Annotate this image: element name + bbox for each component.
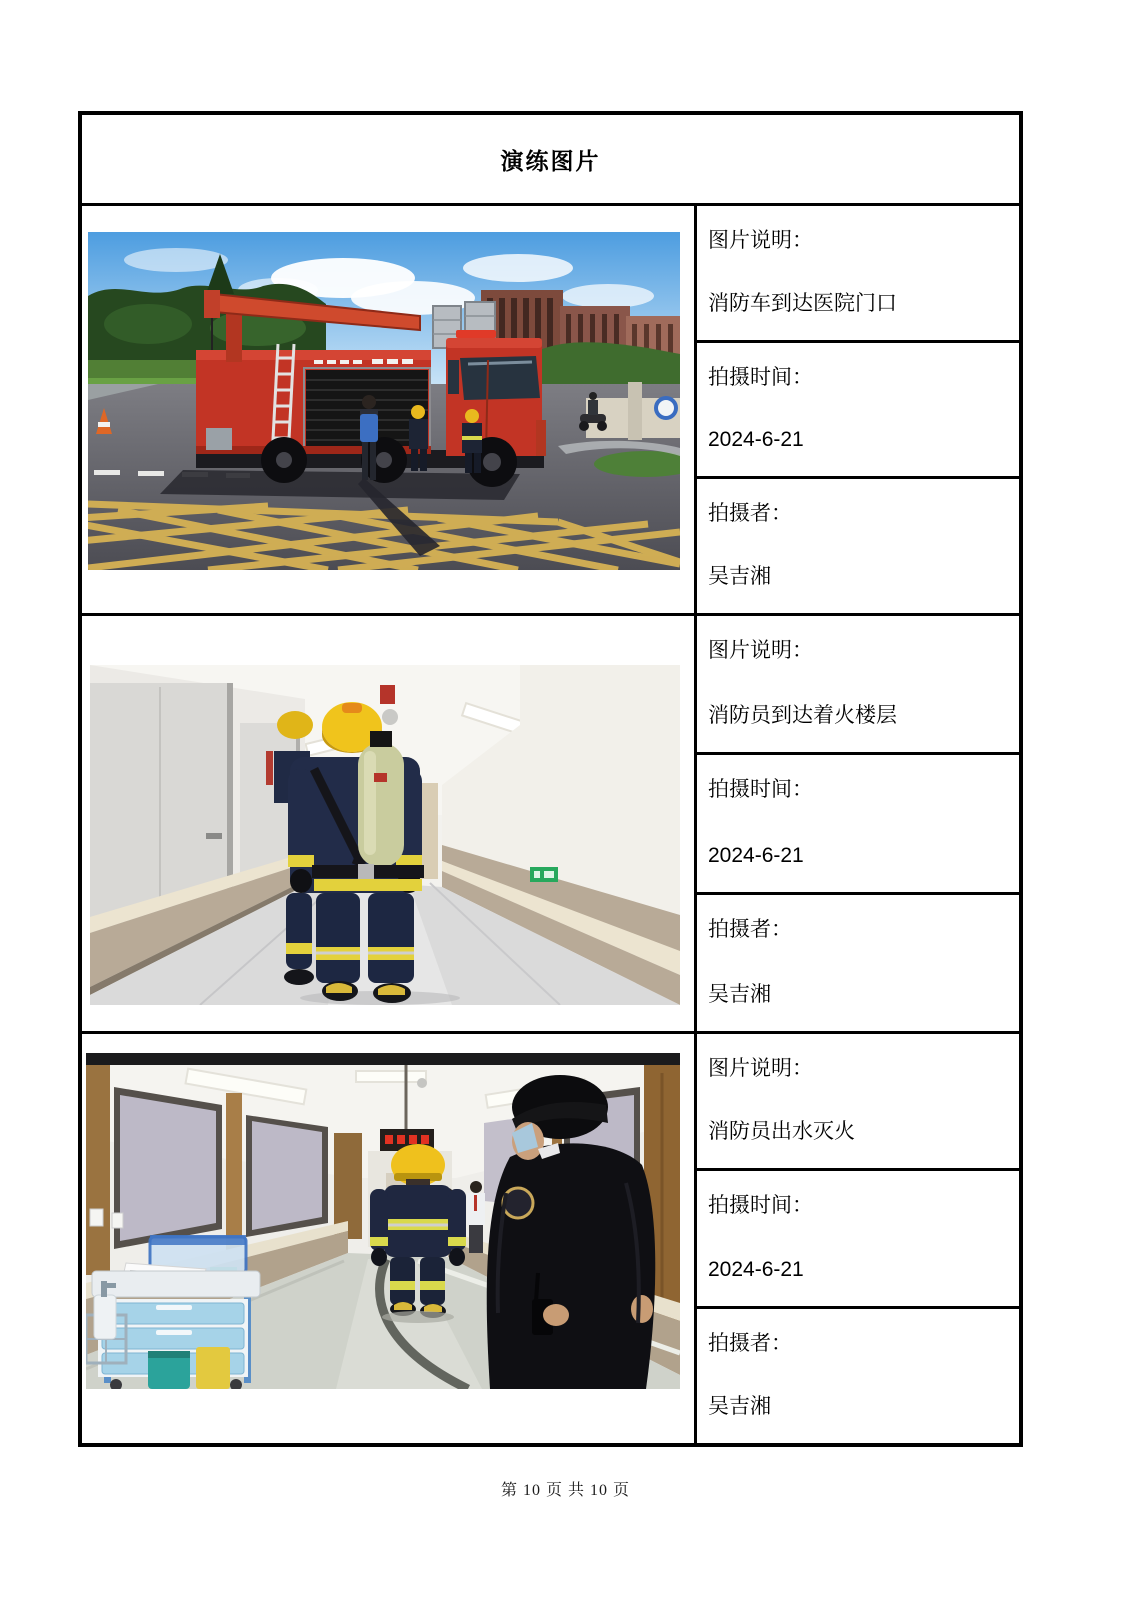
field-photographer <box>697 895 1019 1031</box>
table-row <box>82 1034 1019 1443</box>
field-value: 2024-6-21 <box>708 428 804 452</box>
table-row <box>82 616 1019 1034</box>
photo-firefighter-and-guard <box>86 1053 680 1389</box>
field-photographer <box>697 1309 1019 1443</box>
field-label: 拍摄时间： <box>708 778 813 802</box>
caption-fields <box>697 616 1019 1031</box>
field-value: 2024-6-21 <box>708 843 804 867</box>
field-shoot-time <box>697 755 1019 894</box>
photo-cell-corridor-back <box>82 616 697 1031</box>
table-row <box>82 206 1019 616</box>
field-label: 拍摄时间： <box>708 1194 813 1218</box>
field-photo-description <box>697 616 1019 755</box>
field-label: 图片说明： <box>708 1057 813 1080</box>
field-value: 消防员到达着火楼层 <box>708 704 897 728</box>
photo-fire-truck-arrival <box>88 232 680 570</box>
field-value: 吴吉湘 <box>708 565 771 589</box>
field-shoot-time <box>697 1171 1019 1308</box>
photo-cell-corridor-front <box>82 1034 697 1443</box>
page-number-footer: 第 10 页 共 10 页 <box>500 1482 630 1499</box>
field-label: 图片说明： <box>708 639 813 662</box>
field-value: 吴吉湘 <box>708 1394 771 1418</box>
field-shoot-time <box>697 343 1019 480</box>
field-label: 拍摄者： <box>708 502 792 526</box>
caption-fields <box>697 206 1019 613</box>
field-photo-description <box>697 1034 1019 1171</box>
field-value: 2024-6-21 <box>708 1257 804 1281</box>
field-label: 图片说明： <box>708 229 813 252</box>
field-photo-description <box>697 206 1019 343</box>
field-value: 消防车到达医院门口 <box>708 291 897 315</box>
field-photographer <box>697 479 1019 613</box>
field-label: 拍摄者： <box>708 917 792 941</box>
field-value: 消防员出水灭火 <box>708 1120 855 1144</box>
drill-photos-table <box>78 111 1023 1447</box>
table-title: 演练图片 <box>82 115 1019 206</box>
photo-firefighters-corridor <box>90 665 680 1005</box>
photo-cell-fire-truck <box>82 206 697 613</box>
field-value: 吴吉湘 <box>708 982 771 1006</box>
field-label: 拍摄者： <box>708 1331 792 1355</box>
field-label: 拍摄时间： <box>708 365 813 389</box>
caption-fields <box>697 1034 1019 1443</box>
